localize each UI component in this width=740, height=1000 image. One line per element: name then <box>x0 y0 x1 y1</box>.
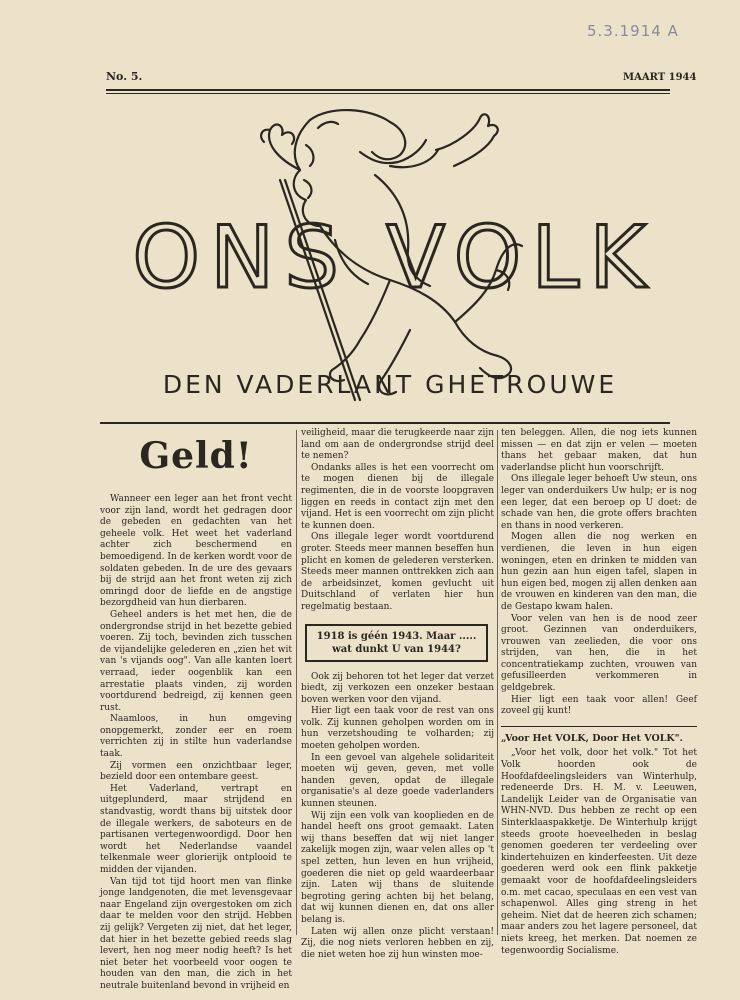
article-paragraph: Laten wij allen onze plicht verstaan! Zij, die nog niets verloren hebben en zij, die niet weten hoe zij hun winsten moe- <box>301 926 494 960</box>
article-paragraph: Voor velen van hen is de nood zeer groot. Gezinnen van onderduikers, vrouwen van zeelieden, die voor ons strijden, van hen, die in het concentratiekamp zuchten, vrouwen van gefusilleerden verkommeren in geldgebrek. <box>501 613 697 694</box>
article-paragraph: Het Vaderland, vertrapt en uitgeplunderd, maar strijdend en standvastig, wordt thans bij uitstek door de illegale werkers, de saboteurs en de partisanen vertegenwoordigd. Door hen wordt het Nederlandse vaandel telkenmale weer glorierijk ontplooid te midden der vijanden. <box>100 783 292 875</box>
article-paragraph: Hier ligt een taak voor de rest van ons volk. Zij kunnen geholpen worden om in hun verzetshouding te volharden; zij moeten geholpen worden. <box>301 706 494 752</box>
article-column-3 <box>501 428 697 957</box>
article-column-1 <box>100 428 292 993</box>
article-subheading: „Voor Het VOLK, Door Het VOLK". <box>501 726 697 745</box>
svg-text:ONS VOLK: ONS VOLK <box>132 208 656 301</box>
article-paragraph: Ons illegale leger wordt voortdurend groter. Steeds meer mannen beseffen hun plicht en komen de gelederen versterken. Steeds meer mannen onttrekken zich aan de arbeidsinzet, komen gevlucht uit Duitschland of verlaten hier hun regelmatig bestaan. <box>301 532 494 612</box>
issue-number: No. 5. <box>106 70 143 83</box>
masthead-rule <box>100 422 670 424</box>
issue-date: MAART 1944 <box>623 72 697 83</box>
article-paragraph: Geheel anders is het met hen, die de ondergrondse strijd in het bezette gebied voeren. Zij toch, bevinden zich tusschen de vijandelijke gelederen en „zien het wit van 's vijands oog". Van alle kanten loert verraad, ieder oogenblik kan een arrestatie plaats vinden, zij worden voortdurend bedreigd, zij kennen geen rust. <box>100 609 292 713</box>
article-paragraph: Wij zijn een volk van kooplieden en de handel heeft ons groot gemaakt. Laten wij thans beseffen dat wij niet langer zakelijk mogen zijn, waar velen alles op 't spel zetten, hun leven en hun vrijheid, goederen die niet op geld waardeerbaar zijn. Laten wij thans de sluitende begroting gering achten bij het belang, dat wij kunnen dienen en, dat ons aller belang is. <box>301 810 494 925</box>
article-paragraph: „Voor het volk, door het volk." Tot het Volk hoorden ook de Hoofdafdeelingsleiders van Winterhulp, redeneerde Drs. H. M. v. Leeuwen, Landelijk Leider van de Organisatie van WHN-NVD. Dus hebben ze recht op een Sinterklaaspakketje. De Winterhulp krijgt steeds groote hoeveelheden in beslag genomen goederen ter verdeeling over kindertehuizen en kinderfeesten. Uit deze goederen werd ook een flink pakketje gemaakt voor de hoofdafdeelingsleiders o.m. met cacao, speculaas en een vest van schapenwol. Alles ging streng in het geheim. Niet dat de heeren zich schamen; maar anders zou het lagere personeel, dat niets kreeg, het merken. Dat noemen ze tegenwoordig Socialisme. <box>501 748 697 956</box>
handwritten-archive-note: 5.3.1914 A <box>587 22 679 40</box>
article-paragraph: Ook zij behoren tot het leger dat verzet biedt, zij verkozen een onzeker bestaan boven werken voor den vijand. <box>301 671 494 705</box>
column-divider <box>296 430 297 935</box>
article-paragraph: Wanneer een leger aan het front vecht voor zijn land, wordt het gedragen door de gebeden en gedachten van het geheele volk. Het weet het vaderland achter zich beschermend en bemoedigend. In de kerken wordt voor de soldaten gebeden. In de ure des gevaars bij de strijd aan het front weten zij zich omringd door de liefde en de angstige bezorgdheid van hun dierbaren. <box>100 494 292 609</box>
article-paragraph: ten beleggen. Allen, die nog iets kunnen missen — en dat zijn er velen — moeten thans het gebaar maken, dat hun vaderlandse plicht hun voorschrijft. <box>501 428 697 473</box>
masthead-title <box>106 205 682 301</box>
column-divider <box>497 430 498 935</box>
article-paragraph: Ons illegale leger behoeft Uw steun, ons leger van onderduikers Uw hulp; er is nog een leger, dat een beroep op U doet: de schade van hen, die grote offers brachten en thans in nood verkeren. <box>501 474 697 531</box>
header-rule-thick <box>106 89 670 91</box>
header-rule-thin <box>106 93 670 94</box>
article-column-2 <box>301 428 494 961</box>
article-paragraph: Zij vormen een onzichtbaar leger, bezield door een ontembare geest. <box>100 760 292 783</box>
article-paragraph: Mogen allen die nog werken en verdienen, die leven in hun eigen woningen, eten en drinken te midden van hun gezin aan hun eigen tafel, slapen in hun eigen bed, mogen zij allen denken aan de vrouwen en kinderen van den man, die de Gestapo kwam halen. <box>501 532 697 612</box>
article-paragraph: Van tijd tot tijd hoort men van flinke jonge landgenoten, die met levensgevaar naar Engeland zijn overgestoken om zich daar te melden voor den strijd. Hebben zij gelijk? Vergeten zij niet, dat het leger, dat hier in het bezette gebied reeds slag levert, hen nog meer nodig heeft? Is het niet beter het voorbeeld voor oogen te houden van den man, die zich in het neutrale buitenland bevond in vrijheid en <box>100 876 292 991</box>
article-paragraph: Naamloos, in hun omgeving onopgemerkt, zonder eer en roem verrichten zij in stilte hun vaderlandse taak. <box>100 714 292 760</box>
masthead-motto: DEN VADERLANT GHETROUWE <box>162 370 618 399</box>
article-paragraph: In een gevoel van algehele solidariteit moeten wij geven, geven, met volle handen geven, opdat de illegale organisatie's al deze goede vaderlanders kunnen steunen. <box>301 752 494 810</box>
article-paragraph: Hier ligt een taak voor allen! Geef zoveel gij kunt! <box>501 694 697 717</box>
article-paragraph: Ondanks alles is het een voorrecht om te mogen dienen bij de illegale regimenten, die in de voorste loopgraven liggen en reeds in contact zijn met den vijand. Het is een voorrecht om zijn plicht te kunnen doen. <box>301 462 494 531</box>
article-paragraph: veiligheid, maar die terugkeerde naar zijn land om aan de ondergrondse strijd deel te nemen? <box>301 428 494 462</box>
boxed-callout: 1918 is géén 1943. Maar ..... wat dunkt U van 1944? <box>305 624 488 662</box>
article-headline: Geld! <box>139 435 253 477</box>
